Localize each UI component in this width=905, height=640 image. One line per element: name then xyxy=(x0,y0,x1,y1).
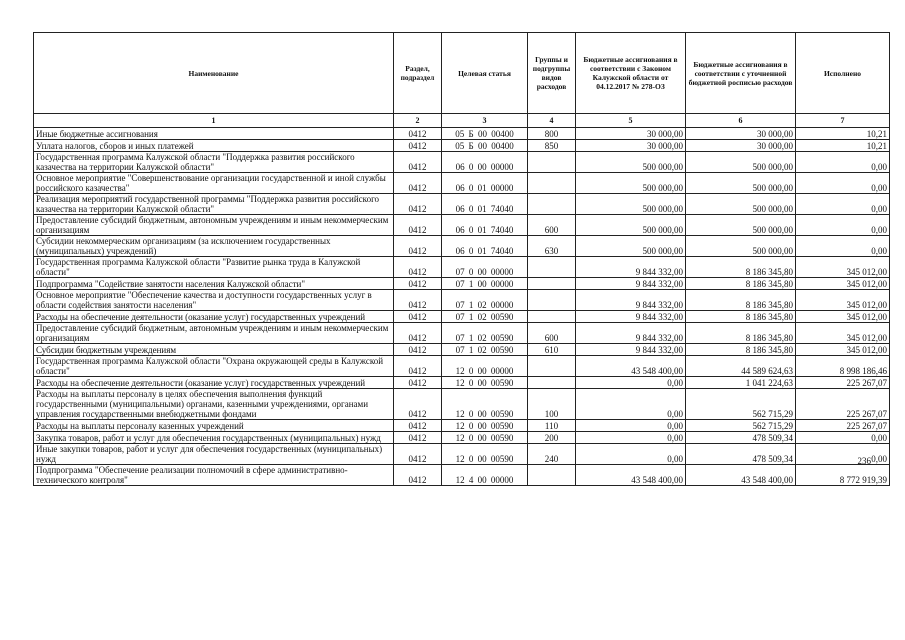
row-section: 0412 xyxy=(394,194,442,215)
table-header-row xyxy=(34,33,890,114)
table-row xyxy=(34,389,890,420)
row-executed: 225 267,07 xyxy=(796,389,890,420)
column-number: 7 xyxy=(796,114,890,128)
header-section: Раздел, подраздел xyxy=(394,33,442,114)
row-group xyxy=(528,278,576,290)
row-target: 07 0 00 00000 xyxy=(442,257,528,278)
column-number: 6 xyxy=(686,114,796,128)
table-row xyxy=(34,356,890,377)
row-budget-refined: 8 186 345,80 xyxy=(686,344,796,356)
row-group xyxy=(528,194,576,215)
table-row xyxy=(34,215,890,236)
row-budget-law: 30 000,00 xyxy=(576,140,686,152)
row-target: 12 0 00 00590 xyxy=(442,420,528,432)
row-executed: 225 267,07 xyxy=(796,420,890,432)
row-executed: 0,00 xyxy=(796,152,890,173)
row-executed: 10,21 xyxy=(796,128,890,140)
row-target: 12 0 00 00000 xyxy=(442,356,528,377)
row-budget-law: 43 548 400,00 xyxy=(576,465,686,486)
row-budget-law: 9 844 332,00 xyxy=(576,278,686,290)
table-row xyxy=(34,323,890,344)
row-target: 12 0 00 00590 xyxy=(442,389,528,420)
row-executed: 345 012,00 xyxy=(796,290,890,311)
row-budget-law: 9 844 332,00 xyxy=(576,344,686,356)
row-budget-refined: 500 000,00 xyxy=(686,152,796,173)
row-target: 12 0 00 00590 xyxy=(442,377,528,389)
row-name: Иные закупки товаров, работ и услуг для обеспечения государственных (муниципальных) нужд xyxy=(34,444,394,465)
row-executed: 10,21 xyxy=(796,140,890,152)
row-name: Расходы на обеспечение деятельности (оказание услуг) государственных учреждений xyxy=(34,311,394,323)
row-executed: 345 012,00 xyxy=(796,278,890,290)
row-section: 0412 xyxy=(394,377,442,389)
table-row xyxy=(34,420,890,432)
row-executed: 0,00 xyxy=(796,444,890,465)
row-group: 110 xyxy=(528,420,576,432)
row-budget-law: 500 000,00 xyxy=(576,215,686,236)
row-name: Иные бюджетные ассигнования xyxy=(34,128,394,140)
table-body xyxy=(34,128,890,486)
row-name: Расходы на выплаты персоналу в целях обеспечения выполнения функций государственными (муниципальными) органами, казенными учреждениями, органами управления государственными внебюджетными фондами xyxy=(34,389,394,420)
table-row xyxy=(34,278,890,290)
row-name: Субсидии некоммерческим организациям (за исключением государственных (муниципальных) учреждений) xyxy=(34,236,394,257)
budget-document xyxy=(33,32,889,486)
table-row xyxy=(34,152,890,173)
row-executed: 345 012,00 xyxy=(796,344,890,356)
row-target: 07 1 02 00590 xyxy=(442,344,528,356)
row-budget-refined: 562 715,29 xyxy=(686,420,796,432)
row-group: 600 xyxy=(528,215,576,236)
row-group: 100 xyxy=(528,389,576,420)
row-name: Расходы на выплаты персоналу казенных учреждений xyxy=(34,420,394,432)
row-name: Закупка товаров, работ и услуг для обеспечения государственных (муниципальных) нужд xyxy=(34,432,394,444)
row-section: 0412 xyxy=(394,290,442,311)
row-executed: 0,00 xyxy=(796,194,890,215)
row-name: Государственная программа Калужской области "Поддержка развития российского казачества на территории Калужской области" xyxy=(34,152,394,173)
row-budget-law: 0,00 xyxy=(576,444,686,465)
header-budget-law: Бюджетные ассигнования в соответствии с Законом Калужской области от 04.12.2017 № 278-ОЗ xyxy=(576,33,686,114)
row-name: Расходы на обеспечение деятельности (оказание услуг) государственных учреждений xyxy=(34,377,394,389)
row-group xyxy=(528,173,576,194)
page-number: 236 xyxy=(857,456,871,466)
table-row xyxy=(34,173,890,194)
row-budget-law: 9 844 332,00 xyxy=(576,311,686,323)
row-name: Уплата налогов, сборов и иных платежей xyxy=(34,140,394,152)
row-budget-refined: 8 186 345,80 xyxy=(686,323,796,344)
table-row xyxy=(34,140,890,152)
row-group xyxy=(528,377,576,389)
table-row xyxy=(34,377,890,389)
row-name: Субсидии бюджетным учреждениям xyxy=(34,344,394,356)
row-budget-refined: 478 509,34 xyxy=(686,444,796,465)
row-group: 240 xyxy=(528,444,576,465)
row-budget-law: 9 844 332,00 xyxy=(576,290,686,311)
table-row xyxy=(34,257,890,278)
row-budget-refined: 1 041 224,63 xyxy=(686,377,796,389)
row-executed: 0,00 xyxy=(796,215,890,236)
row-executed: 8 998 186,46 xyxy=(796,356,890,377)
row-group: 850 xyxy=(528,140,576,152)
row-section: 0412 xyxy=(394,215,442,236)
row-budget-refined: 500 000,00 xyxy=(686,215,796,236)
row-target: 06 0 01 74040 xyxy=(442,236,528,257)
row-section: 0412 xyxy=(394,152,442,173)
row-budget-law: 500 000,00 xyxy=(576,194,686,215)
row-budget-law: 0,00 xyxy=(576,389,686,420)
table-row xyxy=(34,432,890,444)
row-budget-refined: 8 186 345,80 xyxy=(686,278,796,290)
row-section: 0412 xyxy=(394,257,442,278)
row-target: 07 1 02 00590 xyxy=(442,311,528,323)
row-budget-law: 9 844 332,00 xyxy=(576,323,686,344)
row-executed: 345 012,00 xyxy=(796,323,890,344)
budget-table xyxy=(33,32,890,486)
row-executed: 8 772 919,39 xyxy=(796,465,890,486)
header-name: Наименование xyxy=(34,33,394,114)
row-budget-refined: 8 186 345,80 xyxy=(686,311,796,323)
column-number: 1 xyxy=(34,114,394,128)
row-executed: 345 012,00 xyxy=(796,257,890,278)
row-budget-law: 30 000,00 xyxy=(576,128,686,140)
row-section: 0412 xyxy=(394,465,442,486)
row-budget-law: 43 548 400,00 xyxy=(576,356,686,377)
row-budget-refined: 500 000,00 xyxy=(686,236,796,257)
row-target: 12 0 00 00590 xyxy=(442,432,528,444)
row-budget-law: 0,00 xyxy=(576,420,686,432)
row-target: 07 1 00 00000 xyxy=(442,278,528,290)
row-budget-law: 500 000,00 xyxy=(576,152,686,173)
row-target: 05 Б 00 00400 xyxy=(442,128,528,140)
table-row xyxy=(34,128,890,140)
row-section: 0412 xyxy=(394,278,442,290)
row-budget-law: 9 844 332,00 xyxy=(576,257,686,278)
column-number: 2 xyxy=(394,114,442,128)
row-target: 06 0 01 74040 xyxy=(442,215,528,236)
row-group: 610 xyxy=(528,344,576,356)
table-row xyxy=(34,236,890,257)
row-group: 200 xyxy=(528,432,576,444)
row-group xyxy=(528,257,576,278)
row-budget-refined: 8 186 345,80 xyxy=(686,257,796,278)
row-executed: 225 267,07 xyxy=(796,377,890,389)
row-section: 0412 xyxy=(394,344,442,356)
row-target: 06 0 00 00000 xyxy=(442,152,528,173)
table-row xyxy=(34,344,890,356)
row-target: 12 0 00 00590 xyxy=(442,444,528,465)
row-name: Основное мероприятие "Совершенствование организации государственной и иной службы российского казачества" xyxy=(34,173,394,194)
header-budget-refined: Бюджетные ассигнования в соответствии с уточненной бюджетной росписью расходов xyxy=(686,33,796,114)
row-budget-refined: 562 715,29 xyxy=(686,389,796,420)
column-number: 3 xyxy=(442,114,528,128)
row-target: 07 1 02 00590 xyxy=(442,323,528,344)
row-budget-refined: 30 000,00 xyxy=(686,128,796,140)
row-group: 630 xyxy=(528,236,576,257)
row-name: Предоставление субсидий бюджетным, автономным учреждениям и иным некоммерческим организациям xyxy=(34,323,394,344)
row-section: 0412 xyxy=(394,173,442,194)
row-name: Основное мероприятие "Обеспечение качества и доступности государственных услуг в области содействия занятости населения" xyxy=(34,290,394,311)
table-row xyxy=(34,311,890,323)
row-name: Государственная программа Калужской области "Охрана окружающей среды в Калужской области" xyxy=(34,356,394,377)
row-section: 0412 xyxy=(394,432,442,444)
row-budget-refined: 43 548 400,00 xyxy=(686,465,796,486)
header-target: Целевая статья xyxy=(442,33,528,114)
table-row xyxy=(34,444,890,465)
column-number: 4 xyxy=(528,114,576,128)
row-name: Государственная программа Калужской области "Развитие рынка труда в Калужской области" xyxy=(34,257,394,278)
table-row xyxy=(34,465,890,486)
row-section: 0412 xyxy=(394,311,442,323)
row-budget-law: 0,00 xyxy=(576,377,686,389)
row-section: 0412 xyxy=(394,420,442,432)
row-section: 0412 xyxy=(394,444,442,465)
row-name: Подпрограмма "Обеспечение реализации полномочий в сфере административно-технического контроля" xyxy=(34,465,394,486)
table-row xyxy=(34,194,890,215)
row-budget-law: 500 000,00 xyxy=(576,173,686,194)
row-group xyxy=(528,356,576,377)
row-executed: 0,00 xyxy=(796,173,890,194)
row-group xyxy=(528,465,576,486)
row-target: 12 4 00 00000 xyxy=(442,465,528,486)
row-section: 0412 xyxy=(394,128,442,140)
row-name: Реализация мероприятий государственной программы "Поддержка развития российского казачества на территории Калужской области" xyxy=(34,194,394,215)
row-section: 0412 xyxy=(394,389,442,420)
row-budget-law: 0,00 xyxy=(576,432,686,444)
column-number: 5 xyxy=(576,114,686,128)
row-executed: 0,00 xyxy=(796,236,890,257)
row-section: 0412 xyxy=(394,236,442,257)
row-target: 06 0 01 74040 xyxy=(442,194,528,215)
table-row xyxy=(34,290,890,311)
row-section: 0412 xyxy=(394,323,442,344)
row-executed: 345 012,00 xyxy=(796,311,890,323)
row-budget-law: 500 000,00 xyxy=(576,236,686,257)
header-executed: Исполнено xyxy=(796,33,890,114)
row-executed: 0,00 xyxy=(796,432,890,444)
row-section: 0412 xyxy=(394,140,442,152)
row-budget-refined: 30 000,00 xyxy=(686,140,796,152)
row-budget-refined: 8 186 345,80 xyxy=(686,290,796,311)
row-target: 07 1 02 00000 xyxy=(442,290,528,311)
row-budget-refined: 44 589 624,63 xyxy=(686,356,796,377)
row-target: 06 0 01 00000 xyxy=(442,173,528,194)
row-target: 05 Б 00 00400 xyxy=(442,140,528,152)
row-budget-refined: 500 000,00 xyxy=(686,194,796,215)
row-section: 0412 xyxy=(394,356,442,377)
row-group xyxy=(528,311,576,323)
row-name: Предоставление субсидий бюджетным, автономным учреждениям и иным некоммерческим организациям xyxy=(34,215,394,236)
row-group xyxy=(528,152,576,173)
row-name: Подпрограмма "Содействие занятости населения Калужской области" xyxy=(34,278,394,290)
row-group xyxy=(528,290,576,311)
row-group: 600 xyxy=(528,323,576,344)
header-groups: Группы и подгруппы видов расходов xyxy=(528,33,576,114)
row-group: 800 xyxy=(528,128,576,140)
column-number-row xyxy=(34,114,890,128)
row-budget-refined: 500 000,00 xyxy=(686,173,796,194)
row-budget-refined: 478 509,34 xyxy=(686,432,796,444)
